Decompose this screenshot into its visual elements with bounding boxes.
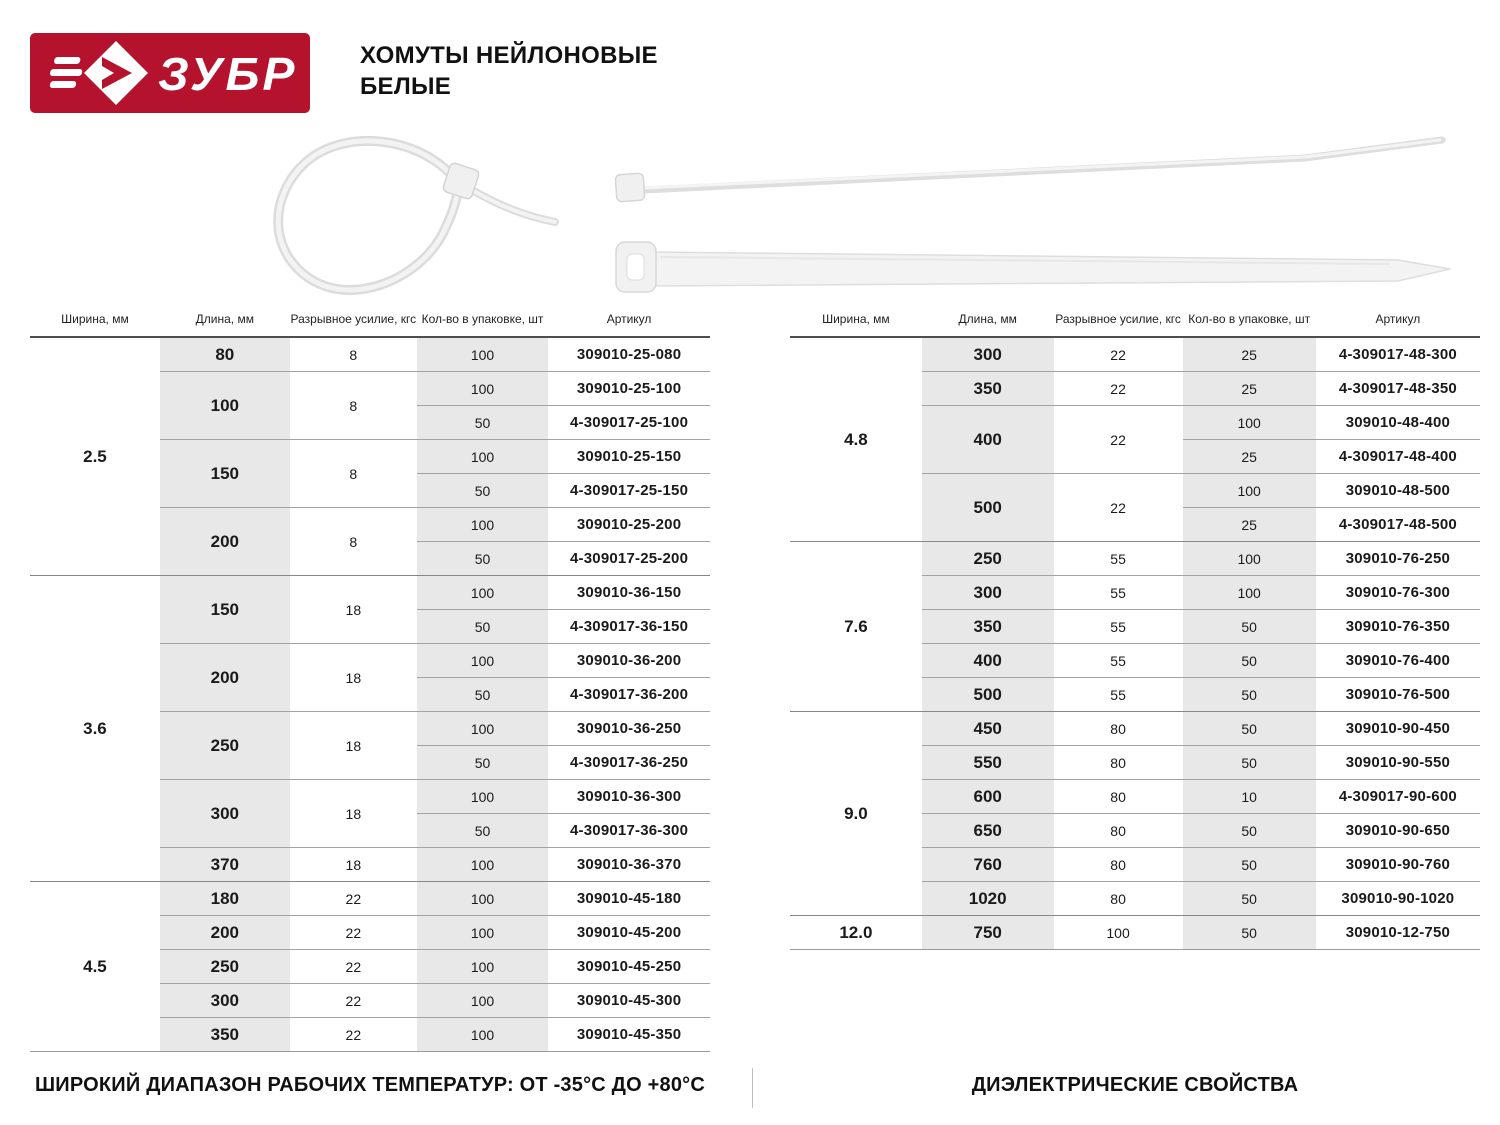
qty-cell: 100	[417, 644, 548, 678]
len-cell: 1020	[922, 882, 1054, 916]
sku-cell: 4-309017-25-150	[548, 474, 710, 508]
qty-cell: 100	[1183, 474, 1316, 508]
qty-cell: 100	[417, 576, 548, 610]
len-cell: 600	[922, 780, 1054, 814]
sku-cell: 4-309017-48-500	[1316, 508, 1480, 542]
sku-cell: 309010-76-350	[1316, 610, 1480, 644]
qty-cell: 100	[417, 372, 548, 406]
len-cell: 300	[922, 576, 1054, 610]
sku-cell: 4-309017-90-600	[1316, 780, 1480, 814]
column-header: Артикул	[548, 306, 710, 337]
len-cell: 100	[160, 372, 290, 440]
force-cell: 80	[1054, 780, 1183, 814]
column-header: Кол-во в упаковке, шт	[417, 306, 548, 337]
sku-cell: 309010-48-500	[1316, 474, 1480, 508]
header-row	[790, 306, 1480, 337]
force-cell: 22	[290, 984, 417, 1018]
force-cell: 80	[1054, 814, 1183, 848]
sku-cell: 309010-90-760	[1316, 848, 1480, 882]
qty-cell: 50	[417, 610, 548, 644]
sku-cell: 4-309017-36-150	[548, 610, 710, 644]
zubr-diamond-arrow-icon	[44, 39, 154, 107]
sku-cell: 309010-25-100	[548, 372, 710, 406]
w-cell: 9.0	[790, 712, 922, 916]
len-cell: 300	[160, 984, 290, 1018]
sku-cell: 4-309017-25-100	[548, 406, 710, 440]
qty-cell: 100	[417, 712, 548, 746]
force-cell: 80	[1054, 746, 1183, 780]
column-header: Ширина, мм	[790, 306, 922, 337]
dielectric-note: ДИЭЛЕКТРИЧЕСКИЕ СВОЙСТВА	[971, 1074, 1299, 1096]
sku-cell: 309010-90-1020	[1316, 882, 1480, 916]
column-header: Кол-во в упаковке, шт	[1183, 306, 1316, 337]
column-header: Длина, мм	[922, 306, 1054, 337]
len-cell: 250	[922, 542, 1054, 576]
force-cell: 55	[1054, 610, 1183, 644]
sku-cell: 309010-45-180	[548, 882, 710, 916]
qty-cell: 100	[417, 916, 548, 950]
sku-cell: 309010-45-200	[548, 916, 710, 950]
force-cell: 55	[1054, 644, 1183, 678]
table-row	[30, 882, 710, 916]
force-cell: 8	[290, 508, 417, 576]
len-cell: 450	[922, 712, 1054, 746]
spec-table-right	[790, 306, 1480, 950]
footer-divider	[752, 1068, 753, 1108]
sku-cell: 4-309017-25-200	[548, 542, 710, 576]
force-cell: 80	[1054, 882, 1183, 916]
cable-ties-image	[250, 128, 1500, 318]
table-row	[790, 542, 1480, 576]
sku-cell: 309010-45-300	[548, 984, 710, 1018]
sku-cell: 309010-12-750	[1316, 916, 1480, 950]
sku-cell: 309010-36-300	[548, 780, 710, 814]
qty-cell: 25	[1183, 440, 1316, 474]
qty-cell: 100	[417, 1018, 548, 1052]
w-cell: 4.5	[30, 882, 160, 1052]
force-cell: 22	[290, 916, 417, 950]
qty-cell: 100	[1183, 406, 1316, 440]
qty-cell: 100	[417, 882, 548, 916]
qty-cell: 100	[1183, 542, 1316, 576]
len-cell: 350	[922, 610, 1054, 644]
force-cell: 18	[290, 576, 417, 644]
header-row	[30, 306, 710, 337]
page-title-line2: БЕЛЫЕ	[360, 73, 452, 100]
cable-tie-loop-image	[278, 141, 555, 290]
len-cell: 300	[922, 337, 1054, 372]
qty-cell: 100	[417, 848, 548, 882]
sku-cell: 309010-25-080	[548, 337, 710, 372]
force-cell: 22	[1054, 372, 1183, 406]
cable-tie-flat-image	[616, 242, 1450, 292]
column-header: Разрывное усилие, кгс	[290, 306, 417, 337]
table-row	[790, 916, 1480, 950]
len-cell: 550	[922, 746, 1054, 780]
force-cell: 8	[290, 337, 417, 372]
sku-cell: 4-309017-36-250	[548, 746, 710, 780]
len-cell: 80	[160, 337, 290, 372]
qty-cell: 50	[1183, 814, 1316, 848]
sku-cell: 309010-76-500	[1316, 678, 1480, 712]
sku-cell: 4-309017-36-300	[548, 814, 710, 848]
force-cell: 8	[290, 372, 417, 440]
page-title-line1: ХОМУТЫ НЕЙЛОНОВЫЕ	[360, 42, 658, 69]
qty-cell: 100	[417, 508, 548, 542]
qty-cell: 25	[1183, 372, 1316, 406]
sku-cell: 309010-76-400	[1316, 644, 1480, 678]
w-cell: 12.0	[790, 916, 922, 950]
sku-cell: 309010-90-450	[1316, 712, 1480, 746]
sku-cell: 309010-48-400	[1316, 406, 1480, 440]
temperature-range-note: ШИРОКИЙ ДИАПАЗОН РАБОЧИХ ТЕМПЕРАТУР: ОТ -35°С ДО +80°С	[34, 1074, 706, 1096]
sku-cell: 309010-90-550	[1316, 746, 1480, 780]
table-row	[790, 712, 1480, 746]
len-cell: 400	[922, 644, 1054, 678]
w-cell: 4.8	[790, 337, 922, 542]
qty-cell: 100	[417, 950, 548, 984]
w-cell: 7.6	[790, 542, 922, 712]
qty-cell: 50	[1183, 882, 1316, 916]
page-title	[360, 40, 658, 102]
force-cell: 18	[290, 848, 417, 882]
force-cell: 22	[1054, 337, 1183, 372]
sku-cell: 309010-45-350	[548, 1018, 710, 1052]
qty-cell: 50	[1183, 644, 1316, 678]
qty-cell: 100	[417, 440, 548, 474]
column-header: Ширина, мм	[30, 306, 160, 337]
force-cell: 18	[290, 644, 417, 712]
len-cell: 350	[160, 1018, 290, 1052]
qty-cell: 100	[417, 780, 548, 814]
table-row	[30, 337, 710, 372]
sku-cell: 4-309017-48-400	[1316, 440, 1480, 474]
qty-cell: 25	[1183, 337, 1316, 372]
force-cell: 80	[1054, 712, 1183, 746]
force-cell: 22	[1054, 406, 1183, 474]
w-cell: 3.6	[30, 576, 160, 882]
qty-cell: 50	[1183, 678, 1316, 712]
column-header: Длина, мм	[160, 306, 290, 337]
force-cell: 18	[290, 780, 417, 848]
len-cell: 250	[160, 950, 290, 984]
sku-cell: 309010-36-150	[548, 576, 710, 610]
len-cell: 200	[160, 916, 290, 950]
len-cell: 300	[160, 780, 290, 848]
qty-cell: 50	[417, 474, 548, 508]
qty-cell: 50	[417, 678, 548, 712]
spec-table-left	[30, 306, 710, 1052]
zubr-logo	[30, 33, 310, 113]
sku-cell: 4-309017-48-300	[1316, 337, 1480, 372]
qty-cell: 50	[417, 746, 548, 780]
len-cell: 750	[922, 916, 1054, 950]
qty-cell: 50	[1183, 848, 1316, 882]
qty-cell: 100	[417, 984, 548, 1018]
len-cell: 150	[160, 576, 290, 644]
qty-cell: 100	[1183, 576, 1316, 610]
table-row	[790, 337, 1480, 372]
len-cell: 500	[922, 678, 1054, 712]
qty-cell: 50	[1183, 916, 1316, 950]
force-cell: 22	[290, 950, 417, 984]
sku-cell: 309010-90-650	[1316, 814, 1480, 848]
sku-cell: 309010-76-300	[1316, 576, 1480, 610]
cable-tie-straight-image	[615, 140, 1442, 202]
sku-cell: 309010-36-200	[548, 644, 710, 678]
len-cell: 250	[160, 712, 290, 780]
force-cell: 22	[290, 882, 417, 916]
qty-cell: 50	[1183, 712, 1316, 746]
len-cell: 200	[160, 508, 290, 576]
force-cell: 55	[1054, 542, 1183, 576]
logo-text: ЗУБР	[158, 48, 298, 100]
qty-cell: 10	[1183, 780, 1316, 814]
force-cell: 18	[290, 712, 417, 780]
force-cell: 55	[1054, 678, 1183, 712]
qty-cell: 100	[417, 337, 548, 372]
len-cell: 650	[922, 814, 1054, 848]
len-cell: 200	[160, 644, 290, 712]
sku-cell: 309010-36-370	[548, 848, 710, 882]
sku-cell: 309010-25-150	[548, 440, 710, 474]
force-cell: 100	[1054, 916, 1183, 950]
spec-table-left-container	[30, 306, 710, 1052]
qty-cell: 50	[417, 542, 548, 576]
sku-cell: 309010-76-250	[1316, 542, 1480, 576]
spec-table-right-container	[790, 306, 1480, 950]
len-cell: 760	[922, 848, 1054, 882]
qty-cell: 50	[417, 406, 548, 440]
len-cell: 500	[922, 474, 1054, 542]
qty-cell: 50	[1183, 746, 1316, 780]
len-cell: 370	[160, 848, 290, 882]
len-cell: 150	[160, 440, 290, 508]
force-cell: 80	[1054, 848, 1183, 882]
force-cell: 55	[1054, 576, 1183, 610]
len-cell: 350	[922, 372, 1054, 406]
sku-cell: 4-309017-48-350	[1316, 372, 1480, 406]
column-header: Артикул	[1316, 306, 1480, 337]
force-cell: 22	[1054, 474, 1183, 542]
qty-cell: 50	[417, 814, 548, 848]
sku-cell: 309010-36-250	[548, 712, 710, 746]
force-cell: 8	[290, 440, 417, 508]
len-cell: 180	[160, 882, 290, 916]
qty-cell: 50	[1183, 610, 1316, 644]
qty-cell: 25	[1183, 508, 1316, 542]
sku-cell: 4-309017-36-200	[548, 678, 710, 712]
sku-cell: 309010-45-250	[548, 950, 710, 984]
table-row	[30, 576, 710, 610]
force-cell: 22	[290, 1018, 417, 1052]
len-cell: 400	[922, 406, 1054, 474]
column-header: Разрывное усилие, кгс	[1054, 306, 1183, 337]
sku-cell: 309010-25-200	[548, 508, 710, 542]
w-cell: 2.5	[30, 337, 160, 576]
